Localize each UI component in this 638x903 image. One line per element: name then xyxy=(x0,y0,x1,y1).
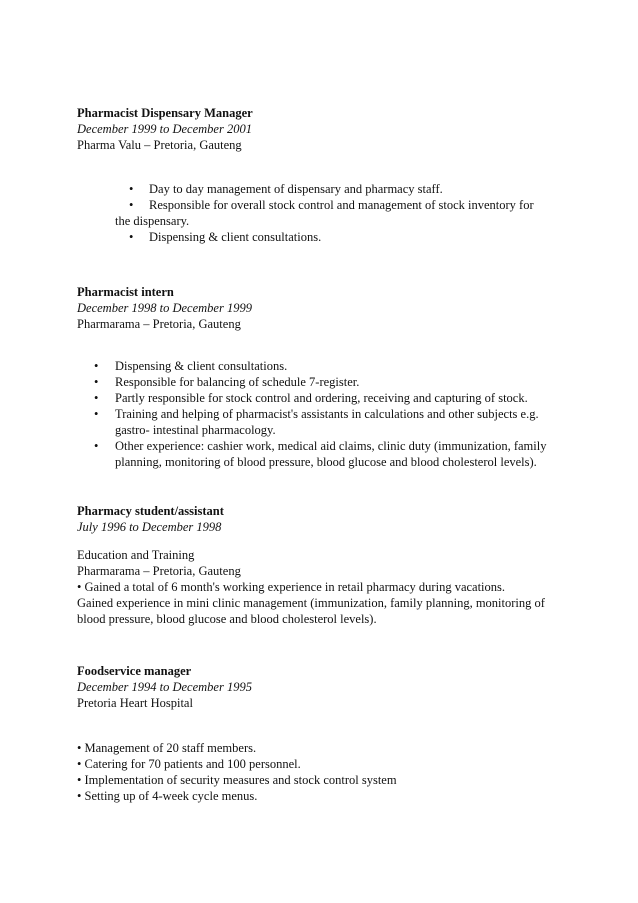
job-title: Pharmacy student/assistant xyxy=(77,504,224,518)
list-item-continuation: gastro- intestinal pharmacology. xyxy=(115,423,276,437)
list-item: Partly responsible for stock control and ordering, receiving and capturing of stock. xyxy=(115,391,528,405)
job-title: Foodservice manager xyxy=(77,664,192,678)
list-item: Day to day management of dispensary and pharmacy staff. xyxy=(149,182,443,196)
job-4-bullets xyxy=(77,740,563,804)
job-3-details xyxy=(77,547,563,627)
list-item: Other experience: cashier work, medical aid claims, clinic duty (immunization, family xyxy=(115,439,547,453)
list-item: Dispensing & client consultations. xyxy=(115,359,288,373)
paragraph-line: blood pressure, blood glucose and blood cholesterol levels). xyxy=(77,612,377,626)
job-dates: December 1998 to December 1999 xyxy=(77,301,252,315)
bullet-icon: • xyxy=(94,407,99,421)
section-subheading: Education and Training xyxy=(77,548,195,562)
list-item: Responsible for balancing of schedule 7-register. xyxy=(115,375,360,389)
job-foodservice-manager xyxy=(77,663,563,711)
bullet-icon: • xyxy=(129,198,134,212)
job-title: Pharmacist Dispensary Manager xyxy=(77,106,253,120)
job-company: Pharmarama – Pretoria, Gauteng xyxy=(77,317,241,331)
job-company: Pharma Valu – Pretoria, Gauteng xyxy=(77,138,242,152)
list-item-continuation: planning, monitoring of blood pressure, blood glucose and blood cholesterol levels). xyxy=(115,455,537,469)
list-item: • Management of 20 staff members. xyxy=(77,741,257,755)
list-item: • Setting up of 4-week cycle menus. xyxy=(77,789,258,803)
job-dates: July 1996 to December 1998 xyxy=(77,520,222,534)
job-title: Pharmacist intern xyxy=(77,285,174,299)
list-item-continuation: the dispensary. xyxy=(115,214,190,228)
bullet-icon: • xyxy=(129,182,134,196)
paragraph-line: Gained experience in mini clinic management (immunization, family planning, monitoring of xyxy=(77,596,545,610)
list-item: Dispensing & client consultations. xyxy=(149,230,322,244)
job-company: Pharmarama – Pretoria, Gauteng xyxy=(77,564,241,578)
job-company: Pretoria Heart Hospital xyxy=(77,696,193,710)
bullet-icon: • xyxy=(129,230,134,244)
list-item: Responsible for overall stock control and management of stock inventory for xyxy=(149,198,534,212)
job-dates: December 1999 to December 2001 xyxy=(77,122,252,136)
bullet-icon: • xyxy=(94,391,99,405)
job-pharmacist-dispensary-manager xyxy=(77,105,563,153)
list-item: Training and helping of pharmacist's assistants in calculations and other subjects e.g. xyxy=(115,407,539,421)
bullet-icon: • xyxy=(94,375,99,389)
list-item: • Implementation of security measures and stock control system xyxy=(77,773,397,787)
job-pharmacy-student-assistant xyxy=(77,503,563,535)
bullet-icon: • xyxy=(94,439,99,453)
job-dates: December 1994 to December 1995 xyxy=(77,680,252,694)
bullet-icon: • xyxy=(94,359,99,373)
list-item: • Catering for 70 patients and 100 personnel. xyxy=(77,757,301,771)
job-pharmacist-intern xyxy=(77,284,563,332)
list-item: • Gained a total of 6 month's working experience in retail pharmacy during vacations. xyxy=(77,580,506,594)
